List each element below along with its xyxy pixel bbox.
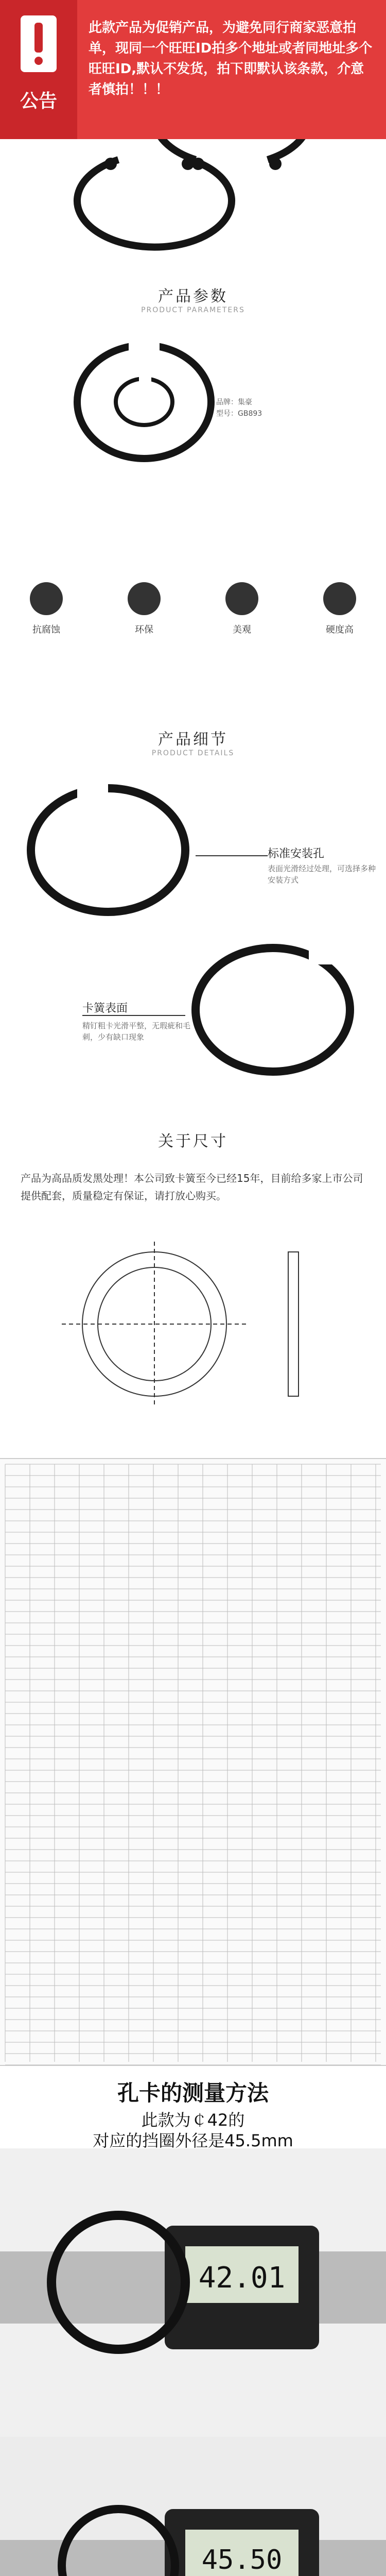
caliper-image-2 — [0, 2437, 386, 2576]
size-table-wrapper — [0, 1458, 386, 2066]
hardness-icon — [323, 582, 356, 615]
size-drawing — [0, 1231, 386, 1417]
param-line: 品牌：集豪 — [216, 398, 252, 406]
feature-item: 硬度高 — [309, 582, 371, 636]
circlip-rings-image — [0, 139, 386, 263]
param-line: 型号：GB893 — [216, 410, 262, 418]
features-section — [0, 562, 386, 716]
notice-right-panel — [77, 0, 386, 139]
params-subtitle: PRODUCT PARAMETERS — [141, 306, 245, 314]
anti-corrosion-icon — [30, 582, 63, 615]
callout-title: 卡簧表面 — [82, 1002, 128, 1015]
caliper-image-1 — [0, 2148, 386, 2437]
notice-label: 公告 — [20, 91, 57, 112]
caliper-photo-1 — [0, 2148, 386, 2437]
notice-banner — [0, 0, 386, 139]
warning-icon — [21, 15, 57, 72]
notice-left-panel — [0, 0, 77, 139]
params-product-image — [0, 325, 386, 551]
size-table-grid — [0, 1459, 386, 2066]
callout-title: 标准安装孔 — [268, 848, 325, 860]
size-section — [0, 1108, 386, 1458]
eco-icon — [128, 582, 161, 615]
notice-text: 此款产品为促销产品，为避免同行商家恶意拍单，现同一个旺旺ID拍多个地址或者同地址多个旺旺ID,默认不发货，拍下即默认该条款，介意者慎拍！！！ — [89, 20, 373, 97]
params-title: 产品参数 — [158, 287, 228, 306]
detail-section — [0, 716, 386, 1108]
size-description: 产品为高品质发黑处理！本公司致卡簧至今已经15年，目前给多家上市公司提供配套，质量稳定有保证，请打放心购买。 — [21, 1172, 363, 1202]
detail-title: 产品细节 — [158, 731, 228, 749]
feature-item: 美观 — [211, 582, 273, 636]
detail-images — [0, 773, 386, 1103]
beauty-icon — [225, 582, 258, 615]
caliper-photo-2 — [0, 2437, 386, 2576]
hero-image — [0, 139, 386, 263]
measure-line-2: 对应的挡圈外径是45.5mm — [93, 2131, 293, 2148]
size-title: 关于尺寸 — [158, 1132, 228, 1150]
size-table — [0, 1458, 386, 2066]
params-section — [0, 263, 386, 562]
measure-line-1: 此款为￠42的 — [141, 2110, 245, 2130]
callout-desc: 表面光滑经过处理，可选择多种安装方式 — [268, 864, 376, 885]
params-list — [216, 397, 262, 419]
caliper-reading-1: 42.01 — [198, 2261, 286, 2295]
measure-section — [0, 2066, 386, 2148]
caliper-reading-2: 45.50 — [201, 2545, 283, 2575]
feature-item: 环保 — [113, 582, 175, 636]
detail-subtitle: PRODUCT DETAILS — [151, 749, 235, 757]
measure-title: 孔卡的测量方法 — [117, 2080, 269, 2106]
callout-desc: 精钉粗卡光滑平整，无瑕疵和毛刺，少有缺口现象 — [82, 1021, 191, 1042]
feature-item: 抗腐蚀 — [15, 582, 77, 636]
